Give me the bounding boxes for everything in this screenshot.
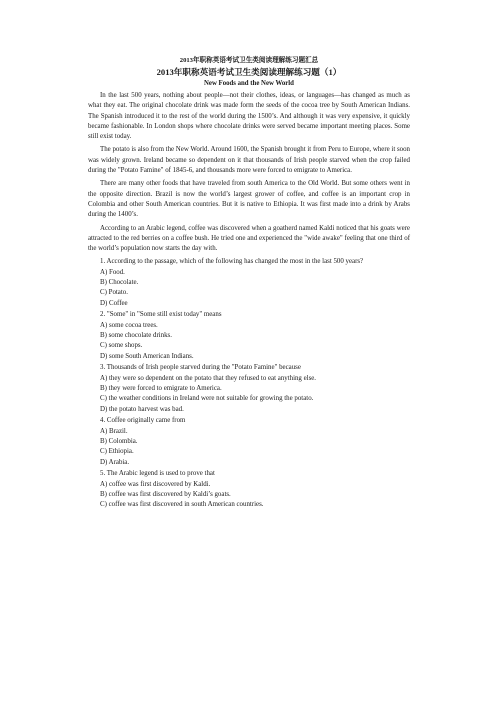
document-top-title: 2013年职称英语考试卫生类阅读理解练习题汇总 [179, 57, 319, 64]
question-1-option-b: B) Chocolate. [100, 279, 139, 287]
question-5-option-a: A) coffee was first discovered by Kaldi. [100, 480, 211, 488]
question-2-stem: 2. "Some" in "Some still exist today" means [100, 311, 222, 319]
question-3-option-c: C) the weather conditions in Ireland were not suitable for growing the potato. [100, 395, 314, 403]
question-5-stem: 5. The Arabic legend is used to prove that [100, 470, 215, 478]
question-3-option-b: B) they were forced to emigrate to America. [100, 385, 222, 393]
question-1-option-c: C) Potato. [100, 289, 128, 297]
question-4-option-d: D) Arabia. [100, 458, 130, 466]
question-3-stem: 3. Thousands of Irish people starved during the "Potato Famine" because [100, 364, 301, 372]
passage-paragraph-4: According to an Arabic legend, coffee was discovered when a goatherd named Kaldi noticed that his goats were attracted to the red berries on a coffee bush. He tried one and experienced the "wide awake" feeling that one third of the world’s population now starts the day with. [88, 224, 410, 253]
passage-paragraph-1: In the last 500 years, nothing about people—not their clothes, ideas, or languages—has changed as much as what they eat. The original chocolate drink was made form the seeds of the cocoa tree by South American Indians. The Spanish introduced it to the rest of the world during the 1500’s. And although it was very expensive, it quickly became fashionable. In London shops where chocolate drinks were served became important meeting places. Some still exist today. [88, 92, 410, 141]
document-content [88, 56, 410, 511]
question-4-option-b: B) Colombia. [100, 438, 138, 445]
question-3-option-a: A) they were so dependent on the potato that they refused to eat anything else. [100, 374, 317, 382]
question-3-option-d: D) the potato harvest was bad. [100, 405, 184, 413]
question-1-stem: 1. According to the passage, which of the following has changed the most in the last 500 years? [100, 258, 364, 266]
question-2-option-c: C) some shops. [100, 342, 143, 350]
passage-paragraph-2: The potato is also from the New World. Around 1600, the Spanish brought it from Peru to Europe, where it soon was widely grown. Ireland became so dependent on it that thousands of Irish people starved when the crop failed during the "Potato Famine" of 1845-6, and thousands more were forced to emigrate to America. [88, 146, 410, 175]
question-5-option-c: C) coffee was first discovered in south American countries. [100, 501, 264, 509]
question-1-option-d: D) Coffee [100, 299, 128, 307]
question-4-stem: 4. Coffee originally came from [100, 417, 186, 425]
question-4-option-a: A) Brazil. [100, 427, 128, 435]
question-1-option-a: A) Food. [100, 268, 125, 276]
question-5-option-b: B) coffee was first discovered by Kaldi’s goats. [100, 490, 231, 498]
question-4-option-c: C) Ethiopia. [100, 448, 134, 456]
question-2-option-d: D) some South American Indians. [100, 352, 194, 360]
passage-title: New Foods and the New World [204, 80, 294, 87]
exercise-title: 2013年职称英语考试卫生类阅读理解练习题（1） [156, 67, 342, 77]
question-2-option-b: B) some chocolate drinks. [100, 332, 172, 340]
passage-paragraph-3: There are many other foods that have traveled from south America to the Old World. But some others went in the opposite direction. Brazil is now the world’s largest grower of coffee, and coffee is an important crop in Colombia and other South American countries. But it is native to Ethiopia. It was first made into a drink by Arabs during the 1400’s. [88, 180, 410, 219]
question-2-option-a: A) some cocoa trees. [100, 321, 158, 329]
question-list [88, 257, 410, 510]
